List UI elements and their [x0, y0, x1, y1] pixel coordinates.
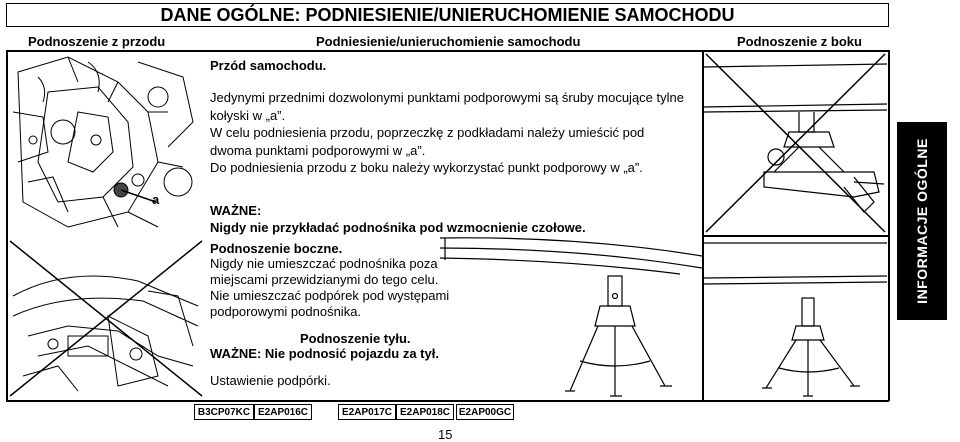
figure-code-1: B3CP07KC	[194, 404, 254, 420]
side-stand-illustration	[704, 238, 887, 398]
warning-2-text: WAŻNE: Nie podnosić pojazdu za tył.	[210, 346, 439, 361]
side-lifting-line-3: Nie umieszczać podpórek pod występami	[210, 288, 450, 303]
subhead-lifting-securing: Podniesienie/unieruchomienie samochodu	[316, 34, 581, 49]
paragraph-1-line-2: kołyski w „a”.	[210, 108, 286, 123]
page-title	[6, 3, 889, 27]
paragraph-1-line-1: Jedynymi przednimi dozwolonymi punktami podporowymi są śruby mocujące tylne	[210, 90, 684, 105]
front-bumper-illustration-crossed	[8, 236, 204, 399]
front-heading: Przód samochodu.	[210, 58, 327, 73]
figure-code-2: E2AP016C	[254, 404, 312, 420]
frame-right-rule	[888, 50, 890, 401]
subhead-side-lifting: Podnoszenie z boku	[737, 34, 862, 49]
figure-code-4: E2AP018C	[396, 404, 454, 420]
page-number: 15	[438, 427, 453, 442]
side-lifting-line-4: podporowymi podnośnika.	[210, 304, 362, 319]
section-side-tab	[897, 122, 947, 320]
section-side-tab-label: INFORMACJE OGÓLNE	[914, 138, 930, 304]
side-lifting-heading: Podnoszenie boczne.	[210, 241, 343, 256]
stands-caption: Ustawienie podpórki.	[210, 373, 331, 388]
paragraph-2-line-1: W celu podniesienia przodu, poprzeczkę z podkładami należy umieścić pod	[210, 125, 645, 140]
warning-1-text: Nigdy nie przykładać podnośnika pod wzmocnienie czołowe.	[210, 220, 586, 235]
paragraph-3-line-1: Do podniesienia przodu z boku należy wykorzystać punkt podporowy w „a”.	[210, 160, 643, 175]
warning-1-title: WAŻNE:	[210, 203, 262, 218]
side-lifting-line-1: Nigdy nie umieszczać podnośnika poza	[210, 256, 438, 271]
rear-lifting-heading: Podnoszenie tyłu.	[300, 331, 411, 346]
figure-code-3: E2AP017C	[338, 404, 396, 420]
frame-bottom-rule	[6, 400, 889, 402]
frame-right-split	[702, 235, 889, 237]
side-lifting-line-2: miejscami przewidzianymi do tego celu.	[210, 272, 439, 287]
subhead-front-lifting: Podnoszenie z przodu	[28, 34, 166, 49]
page-title-text: DANE OGÓLNE: PODNIESIENIE/UNIERUCHOMIENIE SAMOCHODU	[160, 4, 735, 25]
side-jack-illustration-crossed	[704, 52, 887, 234]
paragraph-2-line-2: dwoma punktami podporowymi w „a”.	[210, 143, 426, 158]
axle-stand-illustration	[440, 236, 702, 399]
figure-code-5: E2AP00GC	[456, 404, 514, 420]
front-subframe-illustration	[8, 52, 198, 232]
figure-label-a: a	[152, 192, 160, 207]
